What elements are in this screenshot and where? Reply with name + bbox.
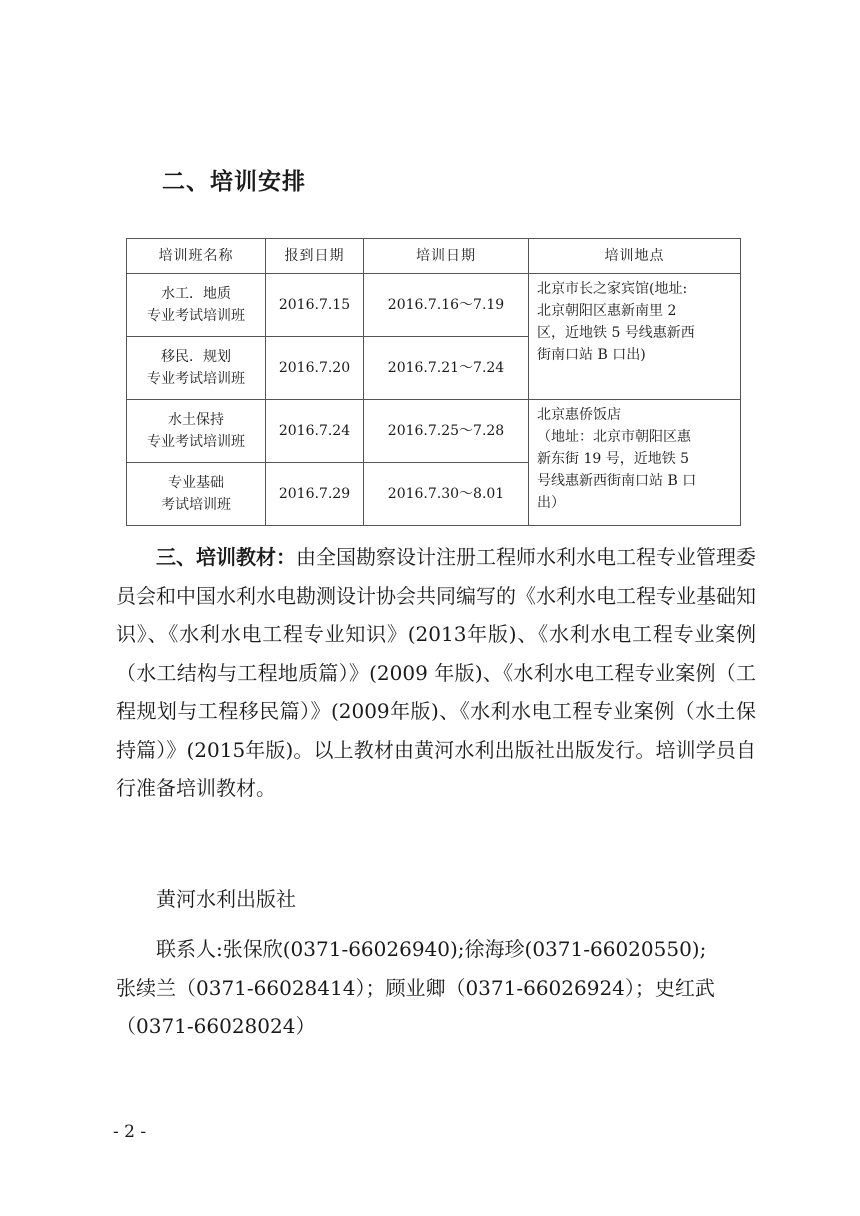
training-dates-cell: 2016.7.30～8.01 bbox=[364, 463, 529, 526]
header-training-dates: 培训日期 bbox=[364, 239, 529, 274]
class-name-cell bbox=[127, 337, 266, 400]
section-2-heading: 二、培训安排 bbox=[162, 168, 306, 195]
report-date-cell: 2016.7.24 bbox=[266, 400, 364, 463]
publisher-name bbox=[116, 880, 756, 919]
class-name-line: 专业基础 bbox=[168, 475, 224, 491]
page-number: - 2 - bbox=[113, 1122, 147, 1142]
section-3-paragraph bbox=[116, 538, 756, 808]
class-name-line: 专业考试培训班 bbox=[147, 434, 245, 450]
header-location: 培训地点 bbox=[529, 239, 741, 274]
location-line: 出） bbox=[537, 495, 565, 511]
training-dates-cell: 2016.7.21～7.24 bbox=[364, 337, 529, 400]
class-name-line: 专业考试培训班 bbox=[147, 308, 245, 324]
publisher-name-text: 黄河水利出版社 bbox=[156, 887, 296, 911]
location-line: 北京惠侨饭店 bbox=[537, 407, 621, 423]
class-name-line: 移民．规划 bbox=[161, 349, 231, 365]
training-dates-cell: 2016.7.25～7.28 bbox=[364, 400, 529, 463]
location-line: 号线惠新西街南口站 B 口 bbox=[537, 473, 697, 489]
contact-line: 张续兰（0371-66028414）；顾业卿（0371-66026924）；史红武 bbox=[116, 975, 715, 1000]
contact-line-text: 联系人:张保欣(0371-66026940);徐海珍(0371-66020550); bbox=[156, 937, 707, 961]
location-line: 街南口站 B 口出) bbox=[537, 347, 646, 363]
class-name-line: 考试培训班 bbox=[161, 497, 231, 513]
location-line: 北京朝阳区惠新南里 2 bbox=[537, 303, 677, 319]
class-name-line: 水工．地质 bbox=[161, 286, 231, 302]
header-class-name: 培训班名称 bbox=[127, 239, 266, 274]
table-row bbox=[127, 274, 741, 337]
section-3-body: 由全国勘察设计注册工程师水利水电工程专业管理委员会和中国水利水电勘测设计协会共同编写的《水利水电工程专业基础知识》、《水利水电工程专业知识》(2013年版)、《水利水电工程专业案例（水工结构与工程地质篇）》(2009 年版)、《水利水电工程专业案例（工程规划与工程移民篇）》(2009年版)、《水利水电工程专业案例（水土保持篇）》(2015年版)。以上教材由黄河水利出版社出版发行。培训学员自行准备培训教材。 bbox=[116, 545, 756, 800]
table-row bbox=[127, 400, 741, 463]
location-line: 北京市长之家宾馆(地址: bbox=[537, 281, 688, 297]
report-date-cell: 2016.7.20 bbox=[266, 337, 364, 400]
table-header-row bbox=[127, 239, 741, 274]
location-cell bbox=[529, 274, 741, 400]
training-dates-cell: 2016.7.16～7.19 bbox=[364, 274, 529, 337]
training-schedule-table bbox=[126, 238, 741, 526]
class-name-cell bbox=[127, 274, 266, 337]
class-name-line: 专业考试培训班 bbox=[147, 371, 245, 387]
header-report-date: 报到日期 bbox=[266, 239, 364, 274]
class-name-cell bbox=[127, 463, 266, 526]
location-line: 新东街 19 号，近地铁 5 bbox=[537, 451, 690, 467]
contact-line bbox=[116, 930, 756, 969]
location-line: 区，近地铁 5 号线惠新西 bbox=[537, 325, 695, 341]
class-name-line: 水土保持 bbox=[168, 412, 224, 428]
contact-line: （0371-66028024） bbox=[116, 1014, 316, 1038]
report-date-cell: 2016.7.29 bbox=[266, 463, 364, 526]
location-line: （地址：北京市朝阳区惠 bbox=[537, 429, 691, 445]
location-cell bbox=[529, 400, 741, 526]
class-name-cell bbox=[127, 400, 266, 463]
report-date-cell: 2016.7.15 bbox=[266, 274, 364, 337]
contact-block bbox=[116, 930, 756, 1046]
section-3-lead: 三、培训教材： bbox=[156, 545, 296, 569]
